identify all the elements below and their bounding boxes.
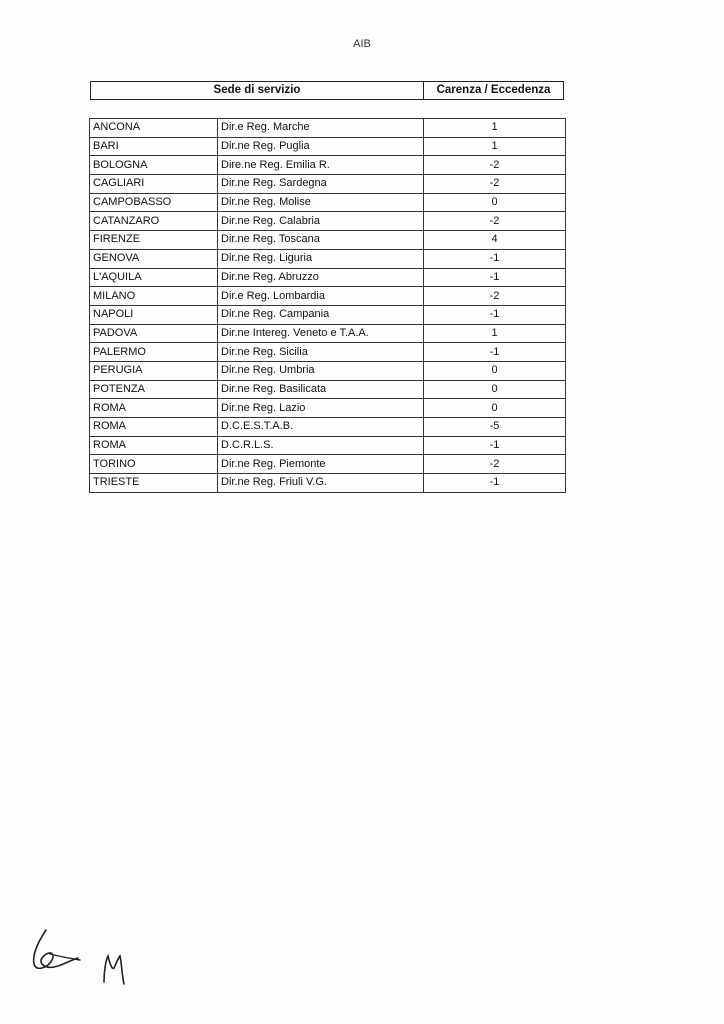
cell-city: ROMA xyxy=(90,399,218,418)
cell-office: Dir.ne Reg. Liguria xyxy=(218,249,424,268)
cell-city: TRIESTE xyxy=(90,474,218,493)
cell-city: PADOVA xyxy=(90,324,218,343)
cell-value: -1 xyxy=(424,436,566,455)
cell-office: Dir.ne Reg. Umbria xyxy=(218,361,424,380)
cell-city: PALERMO xyxy=(90,343,218,362)
cell-office: Dire.ne Reg. Emilia R. xyxy=(218,156,424,175)
cell-city: MILANO xyxy=(90,287,218,306)
table-row xyxy=(90,287,566,306)
cell-value: -1 xyxy=(424,305,566,324)
cell-city: ANCONA xyxy=(90,119,218,138)
cell-city: FIRENZE xyxy=(90,231,218,250)
cell-value: -1 xyxy=(424,343,566,362)
cell-city: GENOVA xyxy=(90,249,218,268)
table-row xyxy=(90,436,566,455)
cell-value: -2 xyxy=(424,287,566,306)
page-code: AIB xyxy=(353,38,371,50)
cell-value: -1 xyxy=(424,474,566,493)
cell-value: 0 xyxy=(424,399,566,418)
cell-office: Dir.ne Reg. Calabria xyxy=(218,212,424,231)
staff-table xyxy=(89,118,566,493)
cell-office: Dir.ne Reg. Molise xyxy=(218,193,424,212)
cell-city: ROMA xyxy=(90,436,218,455)
table-row xyxy=(90,137,566,156)
table-row xyxy=(90,156,566,175)
table-row xyxy=(90,418,566,437)
cell-office: Dir.ne Reg. Puglia xyxy=(218,137,424,156)
cell-office: Dir.ne Reg. Sardegna xyxy=(218,175,424,194)
cell-office: Dir.ne Intereg. Veneto e T.A.A. xyxy=(218,324,424,343)
cell-value: 4 xyxy=(424,231,566,250)
cell-city: CAMPOBASSO xyxy=(90,193,218,212)
cell-city: L'AQUILA xyxy=(90,268,218,287)
cell-value: 1 xyxy=(424,137,566,156)
cell-office: Dir.ne Reg. Sicilia xyxy=(218,343,424,362)
handwritten-signature-icon xyxy=(28,924,138,994)
cell-office: Dir.ne Reg. Friuli V.G. xyxy=(218,474,424,493)
cell-city: ROMA xyxy=(90,418,218,437)
table-header xyxy=(90,81,564,100)
cell-value: 0 xyxy=(424,380,566,399)
cell-value: 1 xyxy=(424,324,566,343)
cell-city: NAPOLI xyxy=(90,305,218,324)
cell-value: 0 xyxy=(424,193,566,212)
table-row xyxy=(90,212,566,231)
cell-office: Dir.ne Reg. Lazio xyxy=(218,399,424,418)
cell-office: Dir.ne Reg. Toscana xyxy=(218,231,424,250)
cell-value: -2 xyxy=(424,156,566,175)
cell-value: 1 xyxy=(424,119,566,138)
table-row xyxy=(90,324,566,343)
cell-city: BARI xyxy=(90,137,218,156)
cell-value: 0 xyxy=(424,361,566,380)
cell-office: Dir.ne Reg. Piemonte xyxy=(218,455,424,474)
table-row xyxy=(90,268,566,287)
cell-city: CATANZARO xyxy=(90,212,218,231)
cell-office: Dir.e Reg. Marche xyxy=(218,119,424,138)
table-row xyxy=(90,305,566,324)
table-row xyxy=(90,119,566,138)
table-row xyxy=(90,380,566,399)
cell-office: Dir.e Reg. Lombardia xyxy=(218,287,424,306)
table-row xyxy=(90,249,566,268)
cell-office: Dir.ne Reg. Campania xyxy=(218,305,424,324)
cell-value: -2 xyxy=(424,175,566,194)
cell-city: BOLOGNA xyxy=(90,156,218,175)
cell-office: Dir.ne Reg. Basilicata xyxy=(218,380,424,399)
cell-office: D.C.R.L.S. xyxy=(218,436,424,455)
header-carenza: Carenza / Eccedenza xyxy=(436,84,551,96)
table-row xyxy=(90,474,566,493)
table-row xyxy=(90,231,566,250)
table-row xyxy=(90,399,566,418)
table-row xyxy=(90,455,566,474)
cell-value: -2 xyxy=(424,455,566,474)
table-row xyxy=(90,343,566,362)
cell-office: Dir.ne Reg. Abruzzo xyxy=(218,268,424,287)
cell-value: -1 xyxy=(424,268,566,287)
header-sede: Sede di servizio xyxy=(91,82,424,99)
cell-office: D.C.E.S.T.A.B. xyxy=(218,418,424,437)
cell-value: -2 xyxy=(424,212,566,231)
cell-value: -5 xyxy=(424,418,566,437)
table-row xyxy=(90,361,566,380)
cell-city: POTENZA xyxy=(90,380,218,399)
cell-city: PERUGIA xyxy=(90,361,218,380)
cell-value: -1 xyxy=(424,249,566,268)
cell-city: CAGLIARI xyxy=(90,175,218,194)
table-row xyxy=(90,175,566,194)
table-row xyxy=(90,193,566,212)
cell-city: TORINO xyxy=(90,455,218,474)
